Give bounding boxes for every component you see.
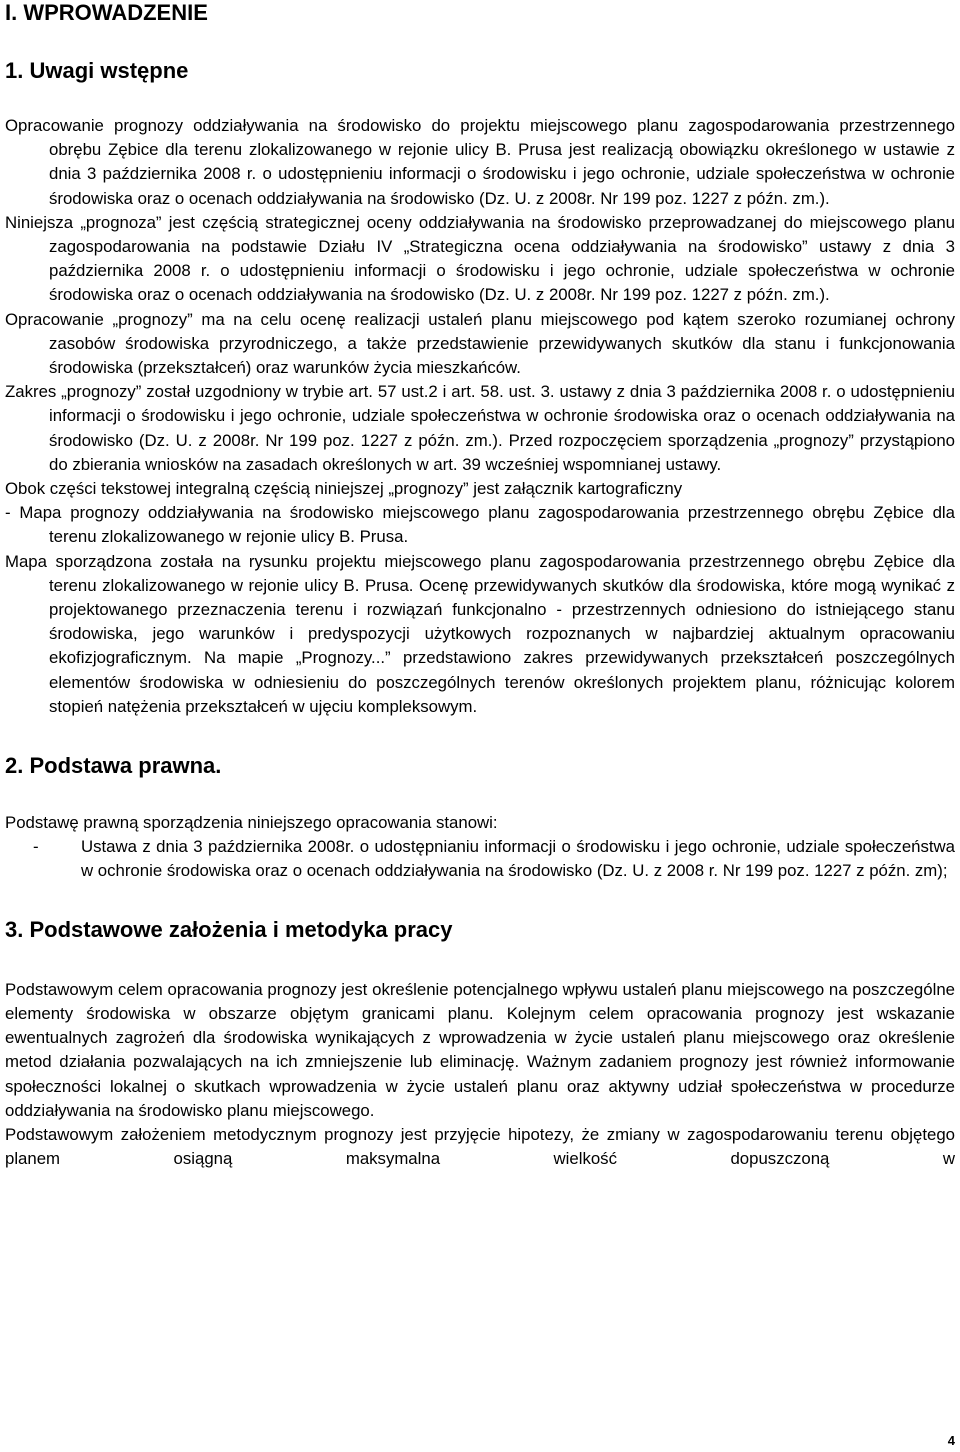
section-1-paragraph-6: - Mapa prognozy oddziaływania na środowisko miejscowego planu zagospodarowania przestrzennego obrębu Zębice dla terenu zlokalizowanego w rejonie ulicy B. Prusa.	[5, 503, 955, 547]
chapter-heading: I. WPROWADZENIE	[5, 0, 208, 25]
section-3-paragraph-2: Podstawowym założeniem metodycznym prognozy jest przyjęcie hipotezy, że zmiany w zagospodarowaniu terenu objętego planem osiągną maksymalna wielkość dopuszczoną w	[5, 1124, 955, 1169]
legal-basis-text: Ustawa z dnia 3 października 2008r. o udostępnianiu informacji o środowisku i jego ochronie, udziale społeczeństwa w ochronie środowiska oraz o ocenach oddziaływania na środowisko (Dz. U. z 2008 r. Nr 199 poz. 1227 z późn. zm);	[81, 837, 955, 881]
section-1-paragraph-3: Opracowanie „prognozy” ma na celu ocenę realizacji ustaleń planu miejscowego pod kątem szeroko rozumianej ochrony zasobów środowiska przyrodniczego, a także przedstawienie przewidywanych skutków dla stanu i funkcjonowania środowiska (przekształceń) oraz warunków życia mieszkańców.	[5, 309, 955, 378]
section-1-heading: 1. Uwagi wstępne	[5, 58, 189, 83]
page-number: 4	[947, 1433, 955, 1448]
section-3-paragraph-1: Podstawowym celem opracowania prognozy jest określenie potencjalnego wpływu ustaleń planu miejscowego na poszczególne elementy środowiska w obszarze objętym granicami planu. Kolejnym celem opracowania prognozy jest wskazanie ewentualnych zagrożeń dla środowiska wynikających z wprowadzenia w życie ustaleń planu miejscowego oraz określenie metod działania pozwalających na ich zmniejszenie lub eliminację. Ważnym zadaniem prognozy jest również informowanie społeczności lokalnej o skutkach wprowadzenia w życie ustaleń planu oraz aktywny udział społeczeństwa w procedurze oddziaływania na środowisko planu miejscowego.	[5, 979, 955, 1120]
section-1-paragraph-5: Obok części tekstowej integralną częścią niniejszej „prognozy” jest załącznik kartograficzny	[5, 479, 683, 499]
section-1-paragraph-1: Opracowanie prognozy oddziaływania na środowisko do projektu miejscowego planu zagospodarowania przestrzennego obrębu Zębice dla terenu zlokalizowanego w rejonie ulicy B. Prusa jest realizacją obowiązku określonego w ustawie z dnia 3 października 2008 r. o udostępnieniu informacji o środowisku i jego ochronie, udziale społeczeństwa w ochronie środowiska oraz o ocenach oddziaływania na środowisko (Dz. U. z 2008r. Nr 199 poz. 1227 z późn. zm.).	[5, 116, 955, 208]
section-1-paragraph-7: Mapa sporządzona została na rysunku projektu miejscowego planu zagospodarowania przestrzennego obrębu Zębice dla terenu zlokalizowanego w rejonie ulicy B. Prusa. Ocenę przewidywanych skutków dla środowiska, które mogą wynikać z projektowanego przeznaczenia terenu i rozwiązań funkcjonalno - przestrzennych odniesiono do istniejącego stanu środowiska, jego warunków i predyspozycji użytkowych rozpoznanych w najbardziej aktualnym opracowaniu ekofizjograficznym. Na mapie „Prognozy...” przedstawiono zakres przewidywanych przekształceń poszczególnych elementów środowiska w odniesieniu do poszczególnych terenów określonych projektem planu, różnicując kolorem stopień natężenia przekształceń w ujęciu kompleksowym.	[5, 551, 955, 716]
section-1-paragraph-2: Niniejsza „prognoza” jest częścią strategicznej oceny oddziaływania na środowisko przeprowadzanej do miejscowego planu zagospodarowania na podstawie Działu IV „Strategiczna ocena oddziaływania na środowisko” ustawy z dnia 3 października 2008 r. o udostępnieniu informacji o środowisku i jego ochronie, udziale społeczeństwa w ochronie środowiska oraz o ocenach oddziaływania na środowisko (Dz. U. z 2008r. Nr 199 poz. 1227 z późn. zm.).	[5, 212, 955, 305]
section-3-heading: 3. Podstawowe założenia i metodyka pracy	[5, 916, 453, 942]
document-page	[5, 0, 955, 1171]
section-2-heading: 2. Podstawa prawna.	[5, 753, 222, 779]
section-2-intro: Podstawę prawną sporządzenia niniejszego opracowania stanowi:	[5, 813, 498, 833]
list-dash: -	[33, 837, 39, 857]
legal-basis-list-item	[33, 835, 955, 883]
section-1-paragraph-4: Zakres „prognozy” został uzgodniony w trybie art. 57 ust.2 i art. 58. ust. 3. ustawy z dnia 3 października 2008 r. o udostępnieniu informacji o środowisku i jego ochronie, udziale społeczeństwa w ochronie środowiska oraz o ocenach oddziaływania na środowisko (Dz. U. z 2008r. Nr 199 poz. 1227 z późn. zm.). Przed rozpoczęciem sporządzenia „prognozy” przystąpiono do zbierania wniosków na zasadach określonych w art. 39 wcześniej wspomnianej ustawy.	[5, 382, 955, 474]
